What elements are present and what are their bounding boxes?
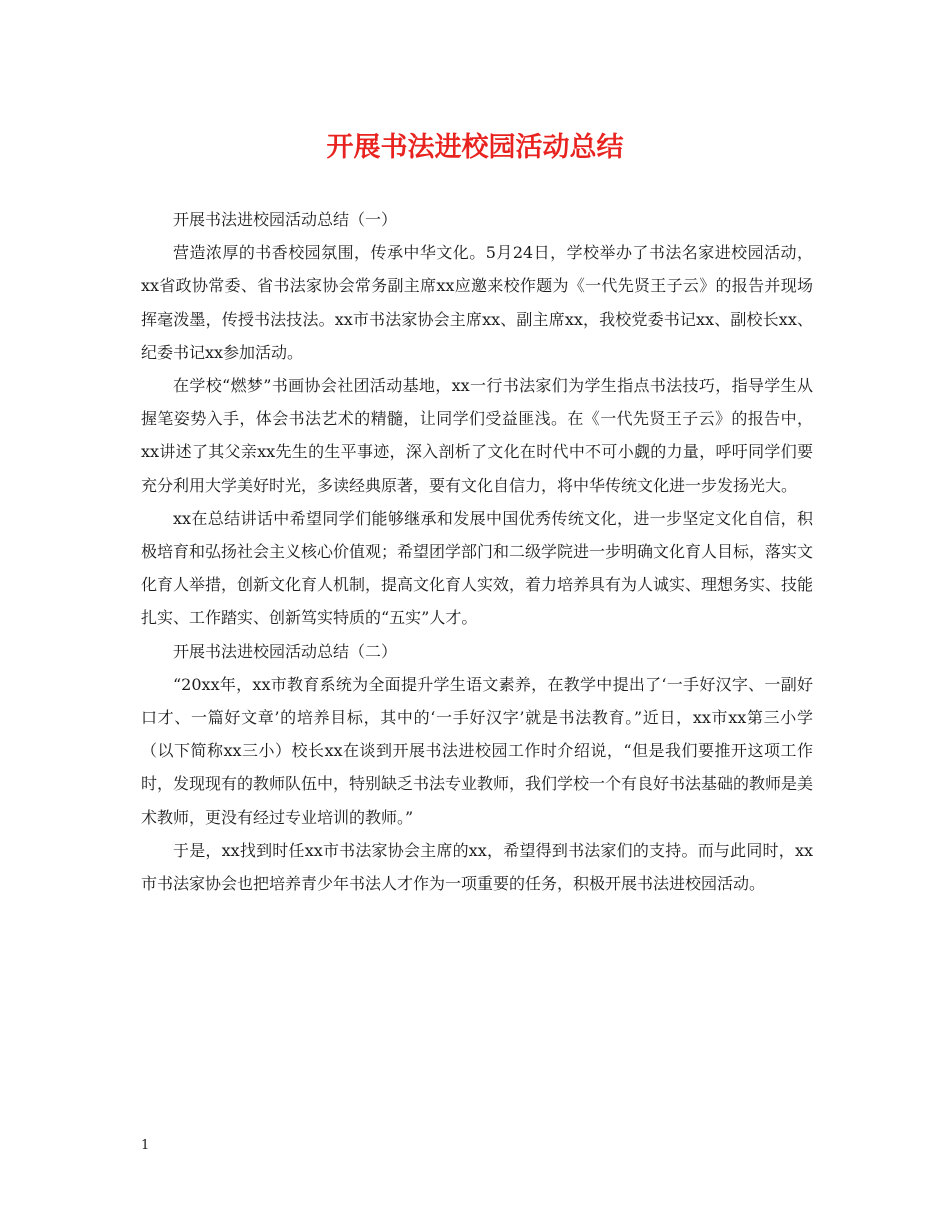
paragraph: “20xx年，xx市教育系统为全面提升学生语文素养，在教学中提出了‘一手好汉字、一副好口才、一篇好文章’的培养目标，其中的‘一手好汉字’就是书法教育。”近日，xx市xx第三小学（以下简称xx三小）校长xx在谈到开展书法进校园工作时介绍说，“但是我们要推开这项工作时，发现现有的教师队伍中，特别缺乏书法专业教师，我们学校一个有良好书法基础的教师是美术教师，更没有经过专业培训的教师。” [141, 674, 814, 827]
section-heading-2: 开展书法进校园活动总结（二） [173, 641, 398, 661]
section-heading-1: 开展书法进校园活动总结（一） [173, 210, 398, 229]
paragraph: xx在总结讲话中希望同学们能够继承和发展中国优秀传统文化，进一步坚定文化自信，积极培育和弘扬社会主义核心价值观；希望团学部门和二级学院进一步明确文化育人目标，落实文化育人举措，创新文化育人机制，提高文化育人实效，着力培养具有为人诚实、理想务实、技能扎实、工作踏实、创新笃实特质的“五实”人才。 [141, 508, 814, 628]
paragraph: 营造浓厚的书香校园氛围，传承中华文化。5月24日，学校举办了书法名家进校园活动，xx省政协常委、省书法家协会常务副主席xx应邀来校作题为《一代先贤王子云》的报告并现场挥毫泼墨，传授书法技法。xx市书法家协会主席xx、副主席xx，我校党委书记xx、副校长xx、纪委书记xx参加活动。 [141, 243, 813, 362]
paragraph: 于是，xx找到时任xx市书法家协会主席的xx，希望得到书法家们的支持。而与此同时，xx市书法家协会也把培养青少年书法人才作为一项重要的任务，积极开展书法进校园活动。 [141, 840, 813, 894]
document-body [141, 203, 813, 900]
page-number: 1 [141, 1138, 150, 1153]
paragraph: 在学校“燃梦”书画协会社团活动基地，xx一行书法家们为学生指点书法技巧，指导学生从握笔姿势入手，体会书法艺术的精髓，让同学们受益匪浅。在《一代先贤王子云》的报告中，xx讲述了其父亲xx先生的生平事迹，深入剖析了文化在时代中不可小觑的力量，呼吁同学们要充分利用大学美好时光，多读经典原著，要有文化自信力，将中华传统文化进一步发扬光大。 [141, 376, 813, 495]
document-title: 开展书法进校园活动总结 [326, 132, 624, 163]
